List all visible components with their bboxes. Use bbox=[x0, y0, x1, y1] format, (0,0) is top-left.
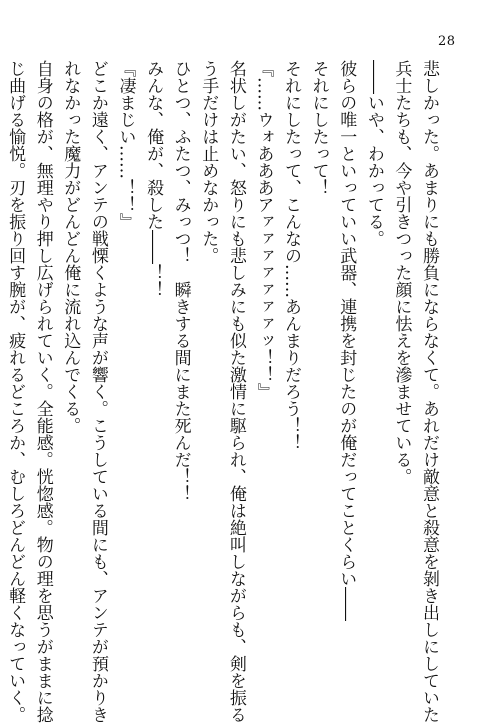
text-line: みんな、俺が、殺した――！！ bbox=[143, 60, 164, 298]
text-line: 悲しかった。あまりにも勝負にならなくて。あれだけ敵意と殺意を剝き出しにしていた bbox=[419, 60, 439, 723]
text-line: それにしたって！ bbox=[308, 60, 329, 196]
text-line: 兵士たちも、今や引きつった顔に怯えを滲ませている。 bbox=[391, 60, 412, 485]
text-line: ひとつ、ふたつ、みっつ！ 瞬きする間にまた死んだ！！ bbox=[170, 60, 191, 502]
page-number: 28 bbox=[438, 34, 456, 49]
text-line: 自身の格が、無理やり押し広げられていく。全能感。恍惚感。物の理を思うがままに捻 bbox=[32, 60, 53, 723]
novel-body-text bbox=[5, 60, 442, 723]
text-line: れなかった魔力がどんどん俺に流れ込んでくる。 bbox=[60, 60, 81, 434]
text-line: それにしたって、こんなの……あんまりだろう！！ bbox=[281, 60, 302, 451]
text-line: 彼らの唯一といっていい武器、連携を封じたのが俺だってことくらい―― bbox=[336, 60, 357, 621]
text-line: 『凄まじい……！！』 bbox=[115, 60, 136, 230]
text-line: ――いや、わかってる。 bbox=[363, 60, 384, 247]
text-line: じ曲げる愉悦。刃を振り回す腕が、疲れるどころか、むしろどんどん軽くなっていく。 bbox=[5, 60, 26, 723]
text-line: う手だけは止めなかった。 bbox=[198, 60, 219, 264]
text-line: 名状しがたい、怒りにも悲しみにも似た激情に駆られ、俺は絶叫しながらも、剣を振る bbox=[225, 60, 246, 723]
text-line: 『……ウォあああアァァァァァァァッ！！』 bbox=[253, 60, 274, 400]
text-line: どこか遠く、アンテの戦慄くような声が響く。こうしている間にも、アンテが預かりき bbox=[87, 60, 108, 723]
